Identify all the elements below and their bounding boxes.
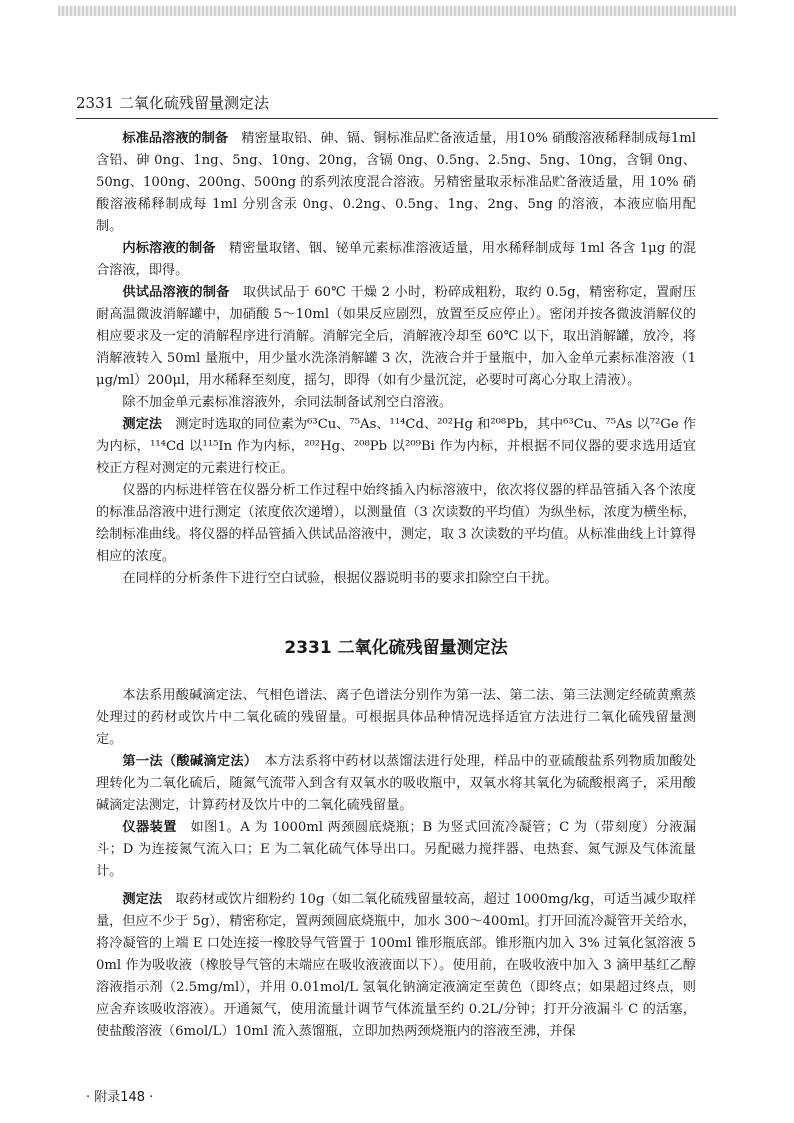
- running-header-title: 2331 二氧化硫残留量测定法: [76, 94, 269, 112]
- paragraph-lead: 测定法: [122, 417, 162, 432]
- section-title: 2331 二氧化硫残留量测定法: [284, 638, 508, 658]
- paragraph-text: 本方法系将中药材以蒸馏法进行处理，样品中的亚硫酸盐系列物质加酸处理转化为二氧化硫后，随氮气流带入到含有双氧水的吸收瓶中，双氧水将其氧化为硫酸根离子，采用酸碱滴定法测定，计算药材及饮片中的二氧化硫残留量。: [96, 754, 697, 813]
- paragraph-text: 本法系用酸碱滴定法、气相色谱法、离子色谱法分别作为第一法、第二法、第三法测定经硫黄熏蒸处理过的药材或饮片中二氧化硫的残留量。可根据具体品种情况选择适宜方法进行二氧化硫残留量测定。: [96, 688, 696, 747]
- paragraph-lead: 第一法（酸碱滴定法）: [122, 754, 251, 769]
- page-number: · 附录148 ·: [86, 1090, 154, 1105]
- paragraph: [96, 480, 696, 568]
- running-header: [76, 94, 718, 119]
- paragraph-text: 在同样的分析条件下进行空白试验，根据仪器说明书的要求扣除空白干扰。: [122, 571, 558, 586]
- paragraph-text: 精密量取锗、铟、铋单元素标准溶液适量，用水稀释制成每 1ml 各含 1μg 的混合溶液，即得。: [96, 241, 697, 278]
- paragraph: [96, 817, 696, 883]
- block-2: [96, 685, 696, 1043]
- paragraph-lead: 仪器装置: [122, 820, 177, 835]
- block-1: [96, 128, 696, 590]
- paragraph-text: 除不加金单元素标准溶液外，余同法制备试剂空白溶液。: [122, 395, 453, 410]
- paragraph: [96, 128, 696, 238]
- paragraph-text: 测定时选取的同位素为⁶³Cu、⁷⁵As、¹¹⁴Cd、²⁰²Hg 和²⁰⁸Pb，其中⁶³Cu、⁷⁵As 以⁷²Ge 作为内标，¹¹⁴Cd 以¹¹⁵In 作为内标，²⁰²Hg、²⁰⁸Pb 以²⁰⁹Bi 作为内标，并根据不同仪器的要求选用适宜校正方程对测定的元素进行校正。: [96, 417, 697, 476]
- paragraph-lead: 内标溶液的制备: [122, 241, 216, 256]
- paragraph-lead: 供试品溶液的制备: [122, 285, 230, 300]
- paragraph: [96, 568, 696, 590]
- paragraph-text: 精密量取铅、砷、镉、铜标准品贮备液适量，用10% 硝酸溶液稀释制成每1ml 含铅、砷 0ng、1ng、5ng、10ng、20ng，含镉 0ng、0.5ng、2.5ng、5ng、10ng，含铜 0ng、50ng、100ng、200ng、500ng 的系列浓度混合溶液。另精密量取汞标准品贮备液适量，用 10% 硝酸溶液稀释制成每 1ml 分别含汞 0ng、0.2ng、0.5ng、1ng、2ng、5ng 的溶液，本液应临用配制。: [96, 131, 697, 234]
- paragraph: [96, 751, 696, 817]
- paragraph: [96, 414, 696, 480]
- paragraph: [96, 889, 696, 1043]
- paragraph-text: 仪器的内标进样管在仪器分析工作过程中始终插入内标溶液中，依次将仪器的样品管插入各个浓度的标准品溶液中进行测定（浓度依次递增），以测量值（3 次读数的平均值）为纵坐标，浓度为横坐标，绘制标准曲线。将仪器的样品管插入供试品溶液中，测定，取 3 次读数的平均值。从标准曲线上计算得相应的浓度。: [96, 483, 696, 564]
- page-top-band: [58, 6, 736, 16]
- paragraph-lead: 测定法: [122, 892, 163, 907]
- paragraph: [96, 238, 696, 282]
- paragraph: [96, 392, 696, 414]
- paragraph: [96, 282, 696, 392]
- paragraph-text: 取供试品于 60℃ 干燥 2 小时，粉碎成粗粉，取约 0.5g，精密称定，置耐压耐高温微波消解罐中，加硝酸 5～10ml（如果反应剧烈，放置至反应停止）。密闭并按各微波消解仪的相应要求及一定的消解程序进行消解。消解完全后，消解液冷却至 60℃ 以下，取出消解罐，放冷，将消解液转入 50ml 量瓶中，用少量水洗涤消解罐 3 次，洗液合并于量瓶中，加入金单元素标准溶液（1μg/ml）200μl，用水稀释至刻度，摇匀，即得（如有少量沉淀，必要时可离心分取上清液）。: [96, 285, 697, 388]
- paragraph: [96, 685, 696, 751]
- paragraph-text: 取药材或饮片细粉约 10g（如二氧化硫残留量较高，超过 1000mg/kg，可适当减少取样量，但应不少于 5g），精密称定，置两颈圆底烧瓶中，加水 300～400ml。打开回流冷凝管开关给水，将冷凝管的上端 E 口处连接一橡胶导气管置于 100ml 锥形瓶底部。锥形瓶内加入 3% 过氧化氢溶液 50ml 作为吸收液（橡胶导气管的末端应在吸收液液面以下）。使用前，在吸收液中加入 3 滴甲基红乙醇溶液指示剂（2.5mg/ml），并用 0.01mol/L 氢氧化钠滴定液滴定至黄色（即终点；如果超过终点，则应舍弃该吸收溶液）。开通氮气，使用流量计调节气体流量至约 0.2L/分钟；打开分液漏斗 C 的活塞，使盐酸溶液（6mol/L）10ml 流入蒸馏瓶，立即加热两颈烧瓶内的溶液至沸，并保: [96, 892, 697, 1039]
- paragraph-lead: 标准品溶液的制备: [122, 131, 229, 146]
- paragraph-text: 如图1。A 为 1000ml 两颈圆底烧瓶；B 为竖式回流冷凝管；C 为（带刻度）分液漏斗；D 为连接氮气流入口；E 为二氧化硫气体导出口。另配磁力搅拌器、电热套、氮气源及气体流量计。: [96, 820, 697, 879]
